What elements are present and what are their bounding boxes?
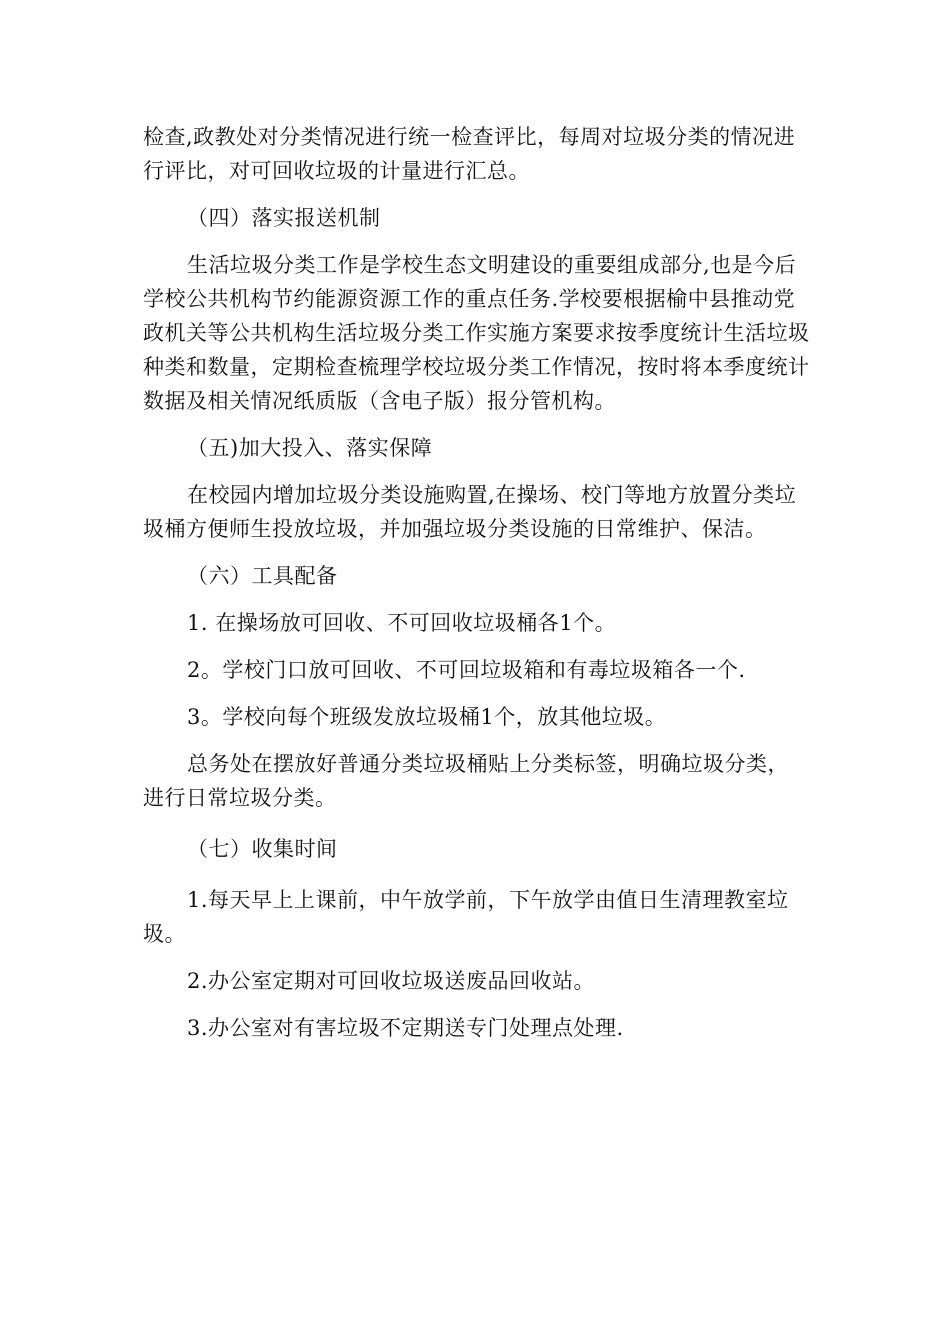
section-heading-tools: （六）工具配备 <box>187 564 338 588</box>
list-item-tools-2: 2。学校门口放可回收、不可回垃圾箱和有毒垃圾箱各一个. <box>187 658 746 682</box>
list-item-tools-3: 3。学校向每个班级发放垃圾桶1个，放其他垃圾。 <box>187 705 667 729</box>
document-body <box>143 120 810 1045</box>
paragraph-reporting: 生活垃圾分类工作是学校生态文明建设的重要组成部分,也是今后学校公共机构节约能源资源工作的重点任务.学校要根据榆中县推动党政机关等公共机构生活垃圾分类工作实施方案要求按季度统计生活垃圾种类和数量，定期检查梳理学校垃圾分类工作情况，按时将本季度统计数据及相关情况纸质版（含电子版）报分管机构。 <box>143 253 810 413</box>
list-item-tools-1: 1. 在操场放可回收、不可回收垃圾桶各1个。 <box>187 611 617 635</box>
list-item-collection-1: 1.每天早上上课前，中午放学前，下午放学由值日生清理教室垃圾。 <box>143 888 789 946</box>
paragraph-investment: 在校园内增加垃圾分类设施购置,在操场、校门等地方放置分类垃圾桶方便师生投放垃圾，并加强垃圾分类设施的日常维护、保洁。 <box>143 483 797 541</box>
list-item-collection-3: 3.办公室对有害垃圾不定期送专门处理点处理. <box>187 1016 624 1040</box>
section-heading-collection: （七）收集时间 <box>187 837 338 861</box>
paragraph-labels: 总务处在摆放好普通分类垃圾桶贴上分类标签，明确垃圾分类，进行日常垃圾分类。 <box>143 752 789 810</box>
section-heading-investment: （五)加大投入、落实保障 <box>187 436 433 460</box>
list-item-collection-2: 2.办公室定期对可回收垃圾送废品回收站。 <box>187 969 596 993</box>
paragraph-inspection-continuation: 检查,政教处对分类情况进行统一检查评比，每周对垃圾分类的情况进行评比，对可回收垃圾的计量进行汇总。 <box>143 125 796 183</box>
section-heading-reporting: （四）落实报送机制 <box>187 206 381 230</box>
